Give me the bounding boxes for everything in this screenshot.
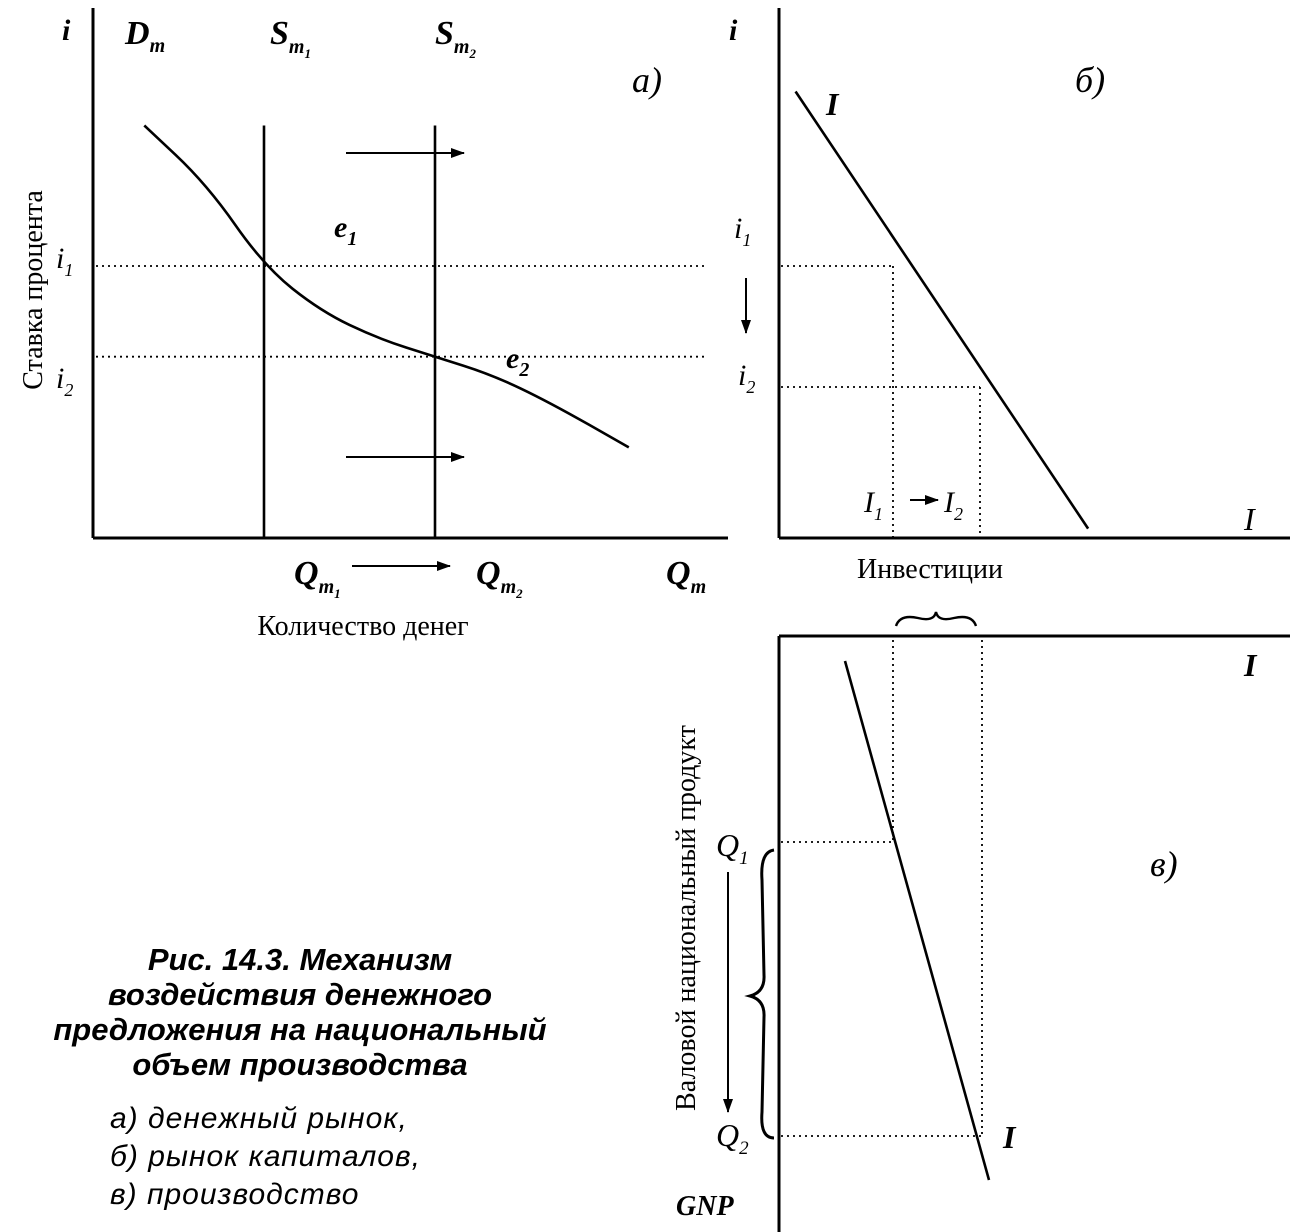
- panel-a-ylabel: Ставка процента: [18, 190, 49, 390]
- panel-c-title: в): [1150, 844, 1178, 884]
- panel-a-xtick-qm2: $Q_m2$: [476, 555, 523, 601]
- panel-c-production-line: [845, 661, 989, 1180]
- panel-c-series-label: I: [1003, 1119, 1016, 1155]
- panel-c-ytick-q1: $Q_1$: [716, 827, 749, 869]
- panel-a-title: а): [632, 60, 662, 100]
- caption-item: в) производство: [110, 1178, 360, 1211]
- panel-b-investment-line: [796, 92, 1089, 529]
- panel-c-ytick-q2: $Q_2$: [716, 1117, 749, 1159]
- panel-a: [18, 8, 728, 642]
- panel-c-ylabel: Валовой национальный продукт: [671, 725, 702, 1111]
- panel-a-supply2-label: $S_m2$: [435, 15, 476, 61]
- panel-a-demand-curve: [144, 125, 629, 447]
- panel-b-ytick-i2: $i_2$: [738, 359, 756, 397]
- panel-c-gnp-brace: [750, 850, 774, 1138]
- panel-b-y-symbol: i: [729, 14, 738, 47]
- caption-title-line: объем производства: [132, 1047, 468, 1082]
- caption-item: б) рынок капиталов,: [110, 1140, 421, 1173]
- caption-item: а) денежный рынок,: [110, 1102, 408, 1135]
- panel-b: [729, 8, 1290, 585]
- panel-b-ytick-i1: $i_1$: [734, 212, 752, 250]
- figure-caption-title: [0, 942, 600, 1082]
- caption-title-line: Рис. 14.3. Механизм: [147, 942, 453, 977]
- panel-a-demand-label: $D_m$: [125, 15, 166, 57]
- panel-c-x-symbol: I: [1244, 647, 1257, 683]
- panel-b-title: б): [1075, 60, 1106, 100]
- panel-b-x-symbol: I: [1244, 501, 1255, 537]
- panel-a-ytick-i2: $i_2$: [56, 362, 74, 400]
- panel-a-supply1-label: $S_m1$: [270, 15, 311, 61]
- panel-c: [671, 612, 1290, 1232]
- panel-a-x-symbol: $Q_m$: [666, 555, 707, 598]
- panel-a-xtick-qm1: $Q_m1$: [294, 555, 341, 601]
- caption-title-line: предложения на национальный: [53, 1012, 547, 1047]
- panel-b-xtick-I2: $I_2$: [944, 486, 963, 524]
- panel-a-ytick-i1: $i_1$: [56, 242, 74, 280]
- panel-b-series-label: I: [826, 86, 839, 122]
- panel-a-point-e2: $e_2$: [506, 342, 530, 381]
- panel-b-xlabel: Инвестиции: [857, 554, 1003, 585]
- panel-c-y-symbol: GNP: [676, 1191, 734, 1222]
- panel-a-point-e1: $e_1$: [334, 211, 358, 250]
- caption-title-line: воздействия денежного: [107, 977, 493, 1012]
- panel-c-investment-brace: [896, 612, 976, 626]
- panel-b-xtick-I1: $I_1$: [864, 486, 883, 524]
- panel-a-xlabel: Количество денег: [257, 611, 469, 642]
- panel-a-y-symbol: i: [62, 14, 71, 47]
- figure-caption-items: [110, 1100, 530, 1214]
